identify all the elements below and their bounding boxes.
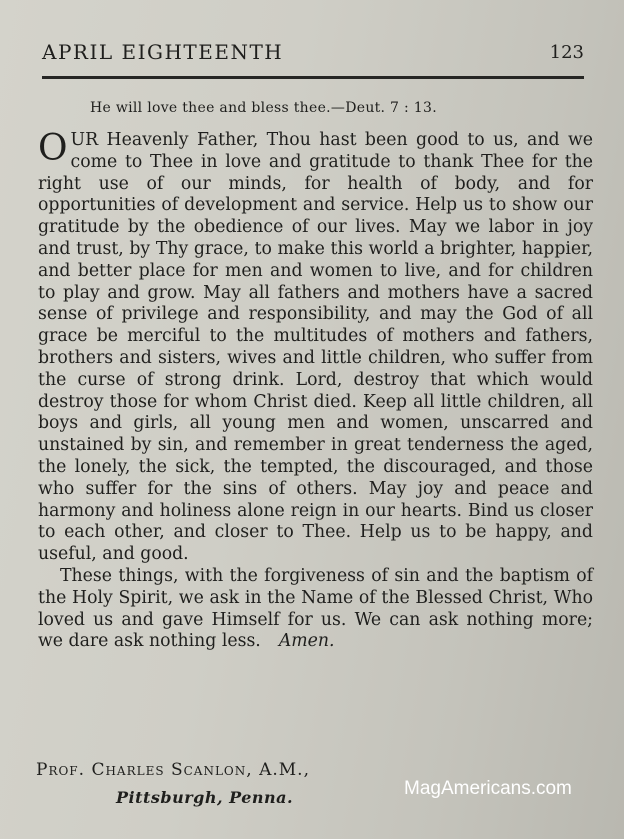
watermark: MagAmericans.com xyxy=(404,778,572,799)
prayer-paragraph-1 xyxy=(38,130,593,566)
page-header xyxy=(42,40,584,70)
page-title: APRIL EIGHTEENTH xyxy=(42,40,284,64)
prayer-text xyxy=(38,130,593,653)
scripture-verse: He will love thee and bless thee.—Deut. 7 : 13. xyxy=(90,100,437,116)
header-rule xyxy=(42,76,584,79)
author-name: Prof. Charles Scanlon, A.M., xyxy=(36,760,310,780)
amen-text: Amen. xyxy=(278,631,335,652)
paragraph-2-text: These things, with the forgiveness of sin and the baptism of the Holy Spirit, we ask in the Name of the Blessed Christ, Who loved us and gave Himself for us. We can ask nothing more; we dare ask nothing less. xyxy=(38,565,593,652)
page-number: 123 xyxy=(549,42,584,63)
prayer-paragraph-2 xyxy=(38,566,593,653)
author-location: Pittsburgh, Penna. xyxy=(116,788,294,807)
author-signature xyxy=(36,760,310,780)
drop-cap: O xyxy=(38,128,68,169)
paragraph-1-text: UR Heavenly Father, Thou hast been good to us, and we come to Thee in love and gratitude to thank Thee for the right use of our minds, for health of body, and for opportunities of development and service. Help us to show our gratitude by the obedience of our lives. May we labor in joy and trust, by Thy grace, to make this world a brighter, happier, and better place for men and women to live, and for children to play and grow. May all fathers and mothers have a sacred sense of privilege and responsibility, and may the God of all grace be merciful to the multitudes of mothers and fathers, brothers and sisters, wives and little children, who suffer from the curse of strong drink. Lord, destroy that which would destroy those for whom Christ died. Keep all little children, all boys and girls, all young men and women, unscarred and unstained by sin, and remember in great tenderness the aged, the lonely, the sick, the tempted, the discouraged, and those who suffer for the sins of others. May joy and peace and harmony and holiness alone reign in our hearts. Bind us closer to each other, and closer to Thee. Help us to be happy, and useful, and good. xyxy=(38,130,593,565)
